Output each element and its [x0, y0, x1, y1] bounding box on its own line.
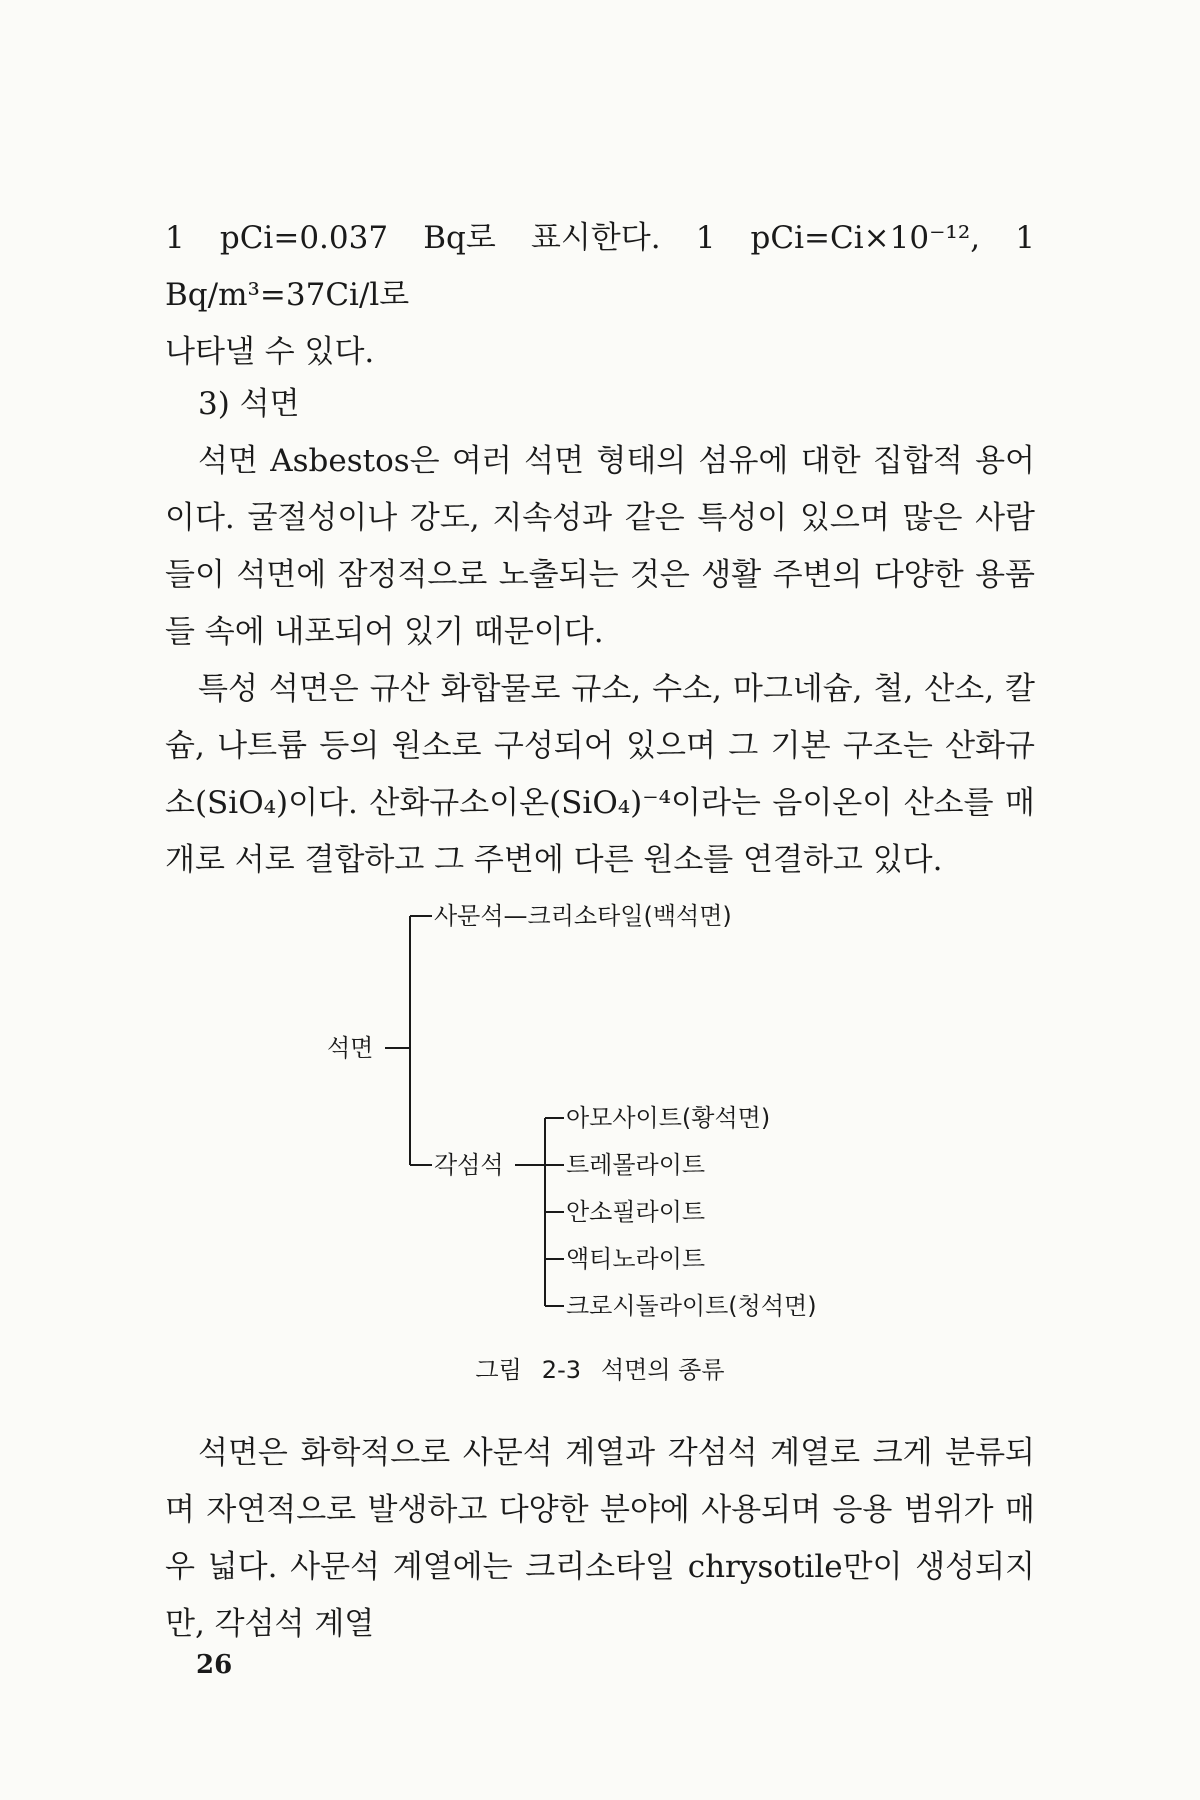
- caption-title: 석면의 종류: [601, 1356, 725, 1384]
- page-number: 26: [196, 1650, 233, 1680]
- intro-line-2: 나타낼 수 있다.: [165, 334, 375, 370]
- amphibole-item-5: 크로시돌라이트(청석면): [566, 1292, 817, 1320]
- intro-line-1: 1 pCi=0.037 Bq로 표시한다. 1 pCi=Ci×10⁻¹², 1 Bq/m³=37Ci/l로: [165, 220, 1035, 313]
- section-paragraph-2: 특성 석면은 규산 화합물로 규소, 수소, 마그네슘, 철, 산소, 칼슘, 나트륨 등의 원소로 구성되어 있으며 그 기본 구조는 산화규소(SiO₄)이다. 산화규소이온(SiO₄)⁻⁴이라는 음이온이 산소를 매개로 서로 결합하고 그 주변에 다른 원소를 연결하고 있다.: [165, 671, 1035, 878]
- section-paragraph-1: 석면 Asbestos은 여러 석면 형태의 섬유에 대한 집합적 용어이다. 굴절성이나 강도, 지속성과 같은 특성이 있으며 많은 사람들이 석면에 잠정적으로 노출되는 것은 생활 주변의 다양한 용품들 속에 내포되어 있기 때문이다.: [165, 443, 1035, 650]
- closing-paragraph-text: 석면은 화학적으로 사문석 계열과 각섬석 계열로 크게 분류되며 자연적으로 발생하고 다양한 분야에 사용되며 응용 범위가 매우 넓다. 사문석 계열에는 크리소타일 chrysotile만이 생성되지만, 각섬석 계열: [165, 1435, 1035, 1642]
- figure-caption: [0, 1350, 1200, 1385]
- closing-paragraph: [165, 1425, 1035, 1653]
- amphibole-item-1: 아모사이트(황석면): [566, 1104, 771, 1132]
- caption-number: 2-3: [541, 1356, 581, 1384]
- tree-root-label: 석면: [327, 1034, 374, 1062]
- section-heading: 3) 석면: [198, 386, 300, 422]
- serpentine-label: 사문석—크리소타일(백석면): [434, 902, 732, 930]
- caption-label: 그림: [475, 1356, 522, 1384]
- amphibole-item-4: 액티노라이트: [566, 1245, 706, 1273]
- amphibole-item-2: 트레몰라이트: [566, 1151, 706, 1179]
- amphibole-label: 각섬석: [434, 1151, 504, 1179]
- amphibole-item-3: 안소필라이트: [566, 1198, 706, 1226]
